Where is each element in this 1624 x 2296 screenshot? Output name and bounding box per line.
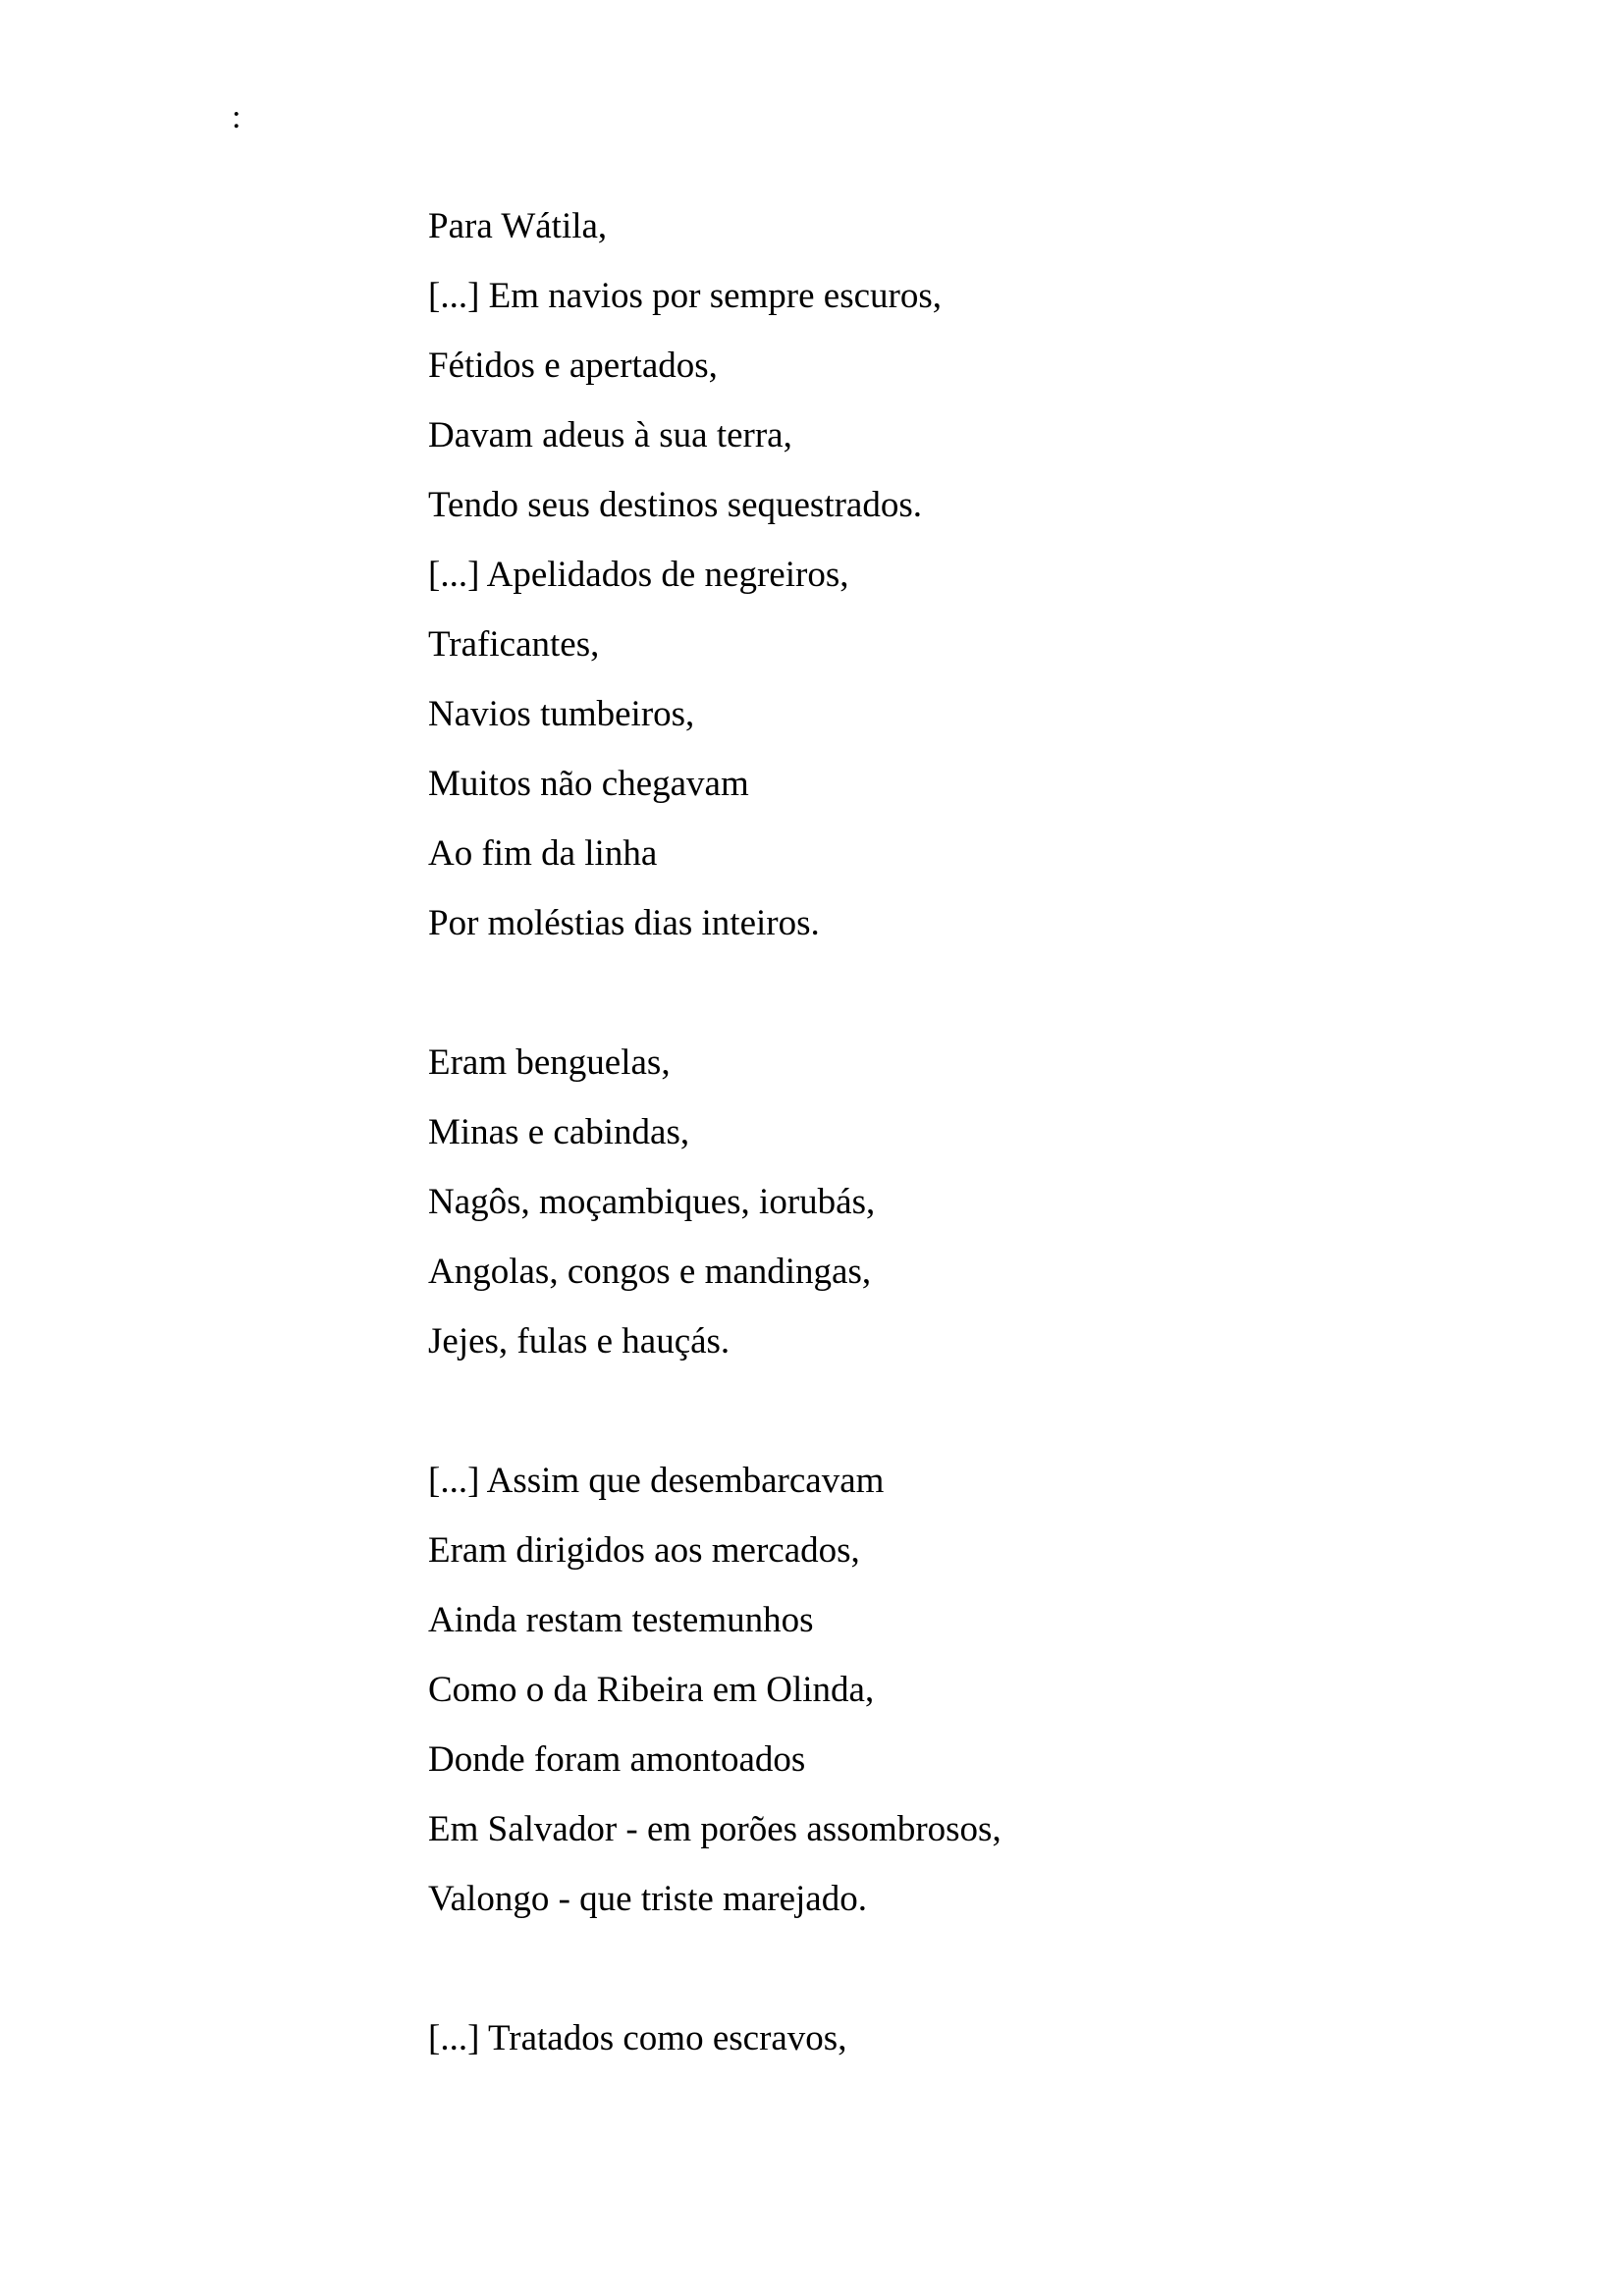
stanza-4 (428, 2003, 1508, 2073)
corner-mark: : (232, 99, 242, 135)
poem-line: [...] Apelidados de negreiros, (428, 555, 849, 595)
poem-line: Donde foram amontoados (428, 1739, 806, 1780)
poem-line: Por moléstias dias inteiros. (428, 903, 820, 943)
poem-line: Como o da Ribeira em Olinda, (428, 1670, 875, 1710)
poem-line: Traficantes, (428, 624, 600, 665)
poem-line: Fétidos e apertados, (428, 346, 718, 386)
poem-line: Ainda restam testemunhos (428, 1600, 814, 1640)
poem-line: Minas e cabindas, (428, 1112, 690, 1152)
poem-line: Nagôs, moçambiques, iorubás, (428, 1182, 876, 1222)
stanza-1 (428, 191, 1508, 958)
poem-line: Davam adeus à sua terra, (428, 415, 792, 455)
poem-line: Tendo seus destinos sequestrados. (428, 485, 923, 525)
poem-line: Para Wátila, (428, 206, 608, 246)
stanza-gap (428, 958, 1508, 1028)
poem-line: Em Salvador - em porões assombrosos, (428, 1809, 1001, 1849)
poem-line: [...] Assim que desembarcavam (428, 1461, 885, 1501)
poem-line: [...] Em navios por sempre escuros, (428, 276, 943, 316)
poem-body (428, 191, 1508, 2073)
poem-line: Jejes, fulas e hauçás. (428, 1321, 731, 1362)
poem-line: Eram benguelas, (428, 1042, 671, 1083)
poem-line: Angolas, congos e mandingas, (428, 1252, 872, 1292)
poem-line: Valongo - que triste marejado. (428, 1879, 867, 1919)
poem-line: [...] Tratados como escravos, (428, 2018, 847, 2058)
stanza-gap (428, 1934, 1508, 2003)
poem-line: Eram dirigidos aos mercados, (428, 1530, 860, 1571)
poem-line: Ao fim da linha (428, 833, 658, 874)
stanza-3 (428, 1446, 1508, 1934)
stanza-gap (428, 1376, 1508, 1446)
poem-line: Navios tumbeiros, (428, 694, 695, 734)
poem-line: Muitos não chegavam (428, 764, 749, 804)
stanza-2 (428, 1028, 1508, 1376)
